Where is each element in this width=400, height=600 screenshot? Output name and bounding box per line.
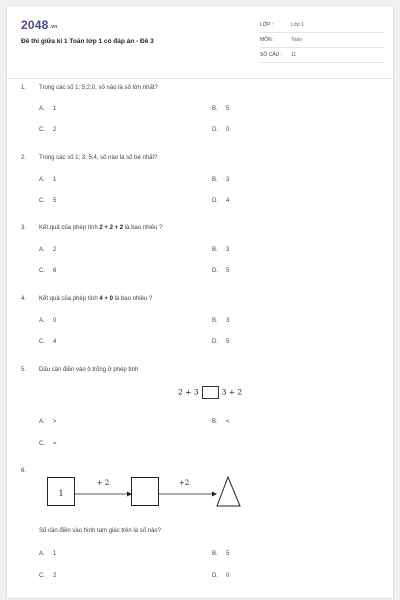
start-number: 1 — [58, 489, 64, 498]
option-d[interactable] — [212, 268, 229, 274]
option-value: 6 — [53, 268, 57, 274]
meta-key: LỚP : — [260, 22, 274, 28]
option-letter: B. — [212, 177, 218, 183]
option-letter: C. — [39, 573, 45, 579]
question-text-before: Kết quả của phép tính — [39, 296, 100, 302]
comparison-expression — [178, 386, 242, 399]
option-letter: A. — [39, 318, 45, 324]
option-letter: A. — [39, 177, 45, 183]
question-expression: 2 + 2 + 2 — [99, 225, 124, 231]
exam-meta — [260, 18, 385, 63]
option-value: 0 — [226, 573, 230, 579]
logo-text: 2048 — [21, 18, 49, 32]
option-value: 2 — [53, 247, 57, 253]
option-value: 5 — [226, 106, 230, 112]
option-value: 2 — [53, 127, 57, 133]
option-letter: B. — [212, 551, 218, 557]
option-letter: A. — [39, 419, 45, 425]
expression-left: 2 + 3 — [178, 387, 199, 397]
option-d[interactable] — [212, 339, 229, 345]
option-b[interactable] — [212, 419, 230, 425]
expression-right: 3 + 2 — [221, 387, 243, 397]
middle-box — [132, 478, 159, 506]
option-value: 0 — [226, 127, 230, 133]
option-value: < — [226, 419, 230, 425]
question-text-before: Kết quả của phép tính — [39, 225, 100, 231]
option-value: 3 — [226, 318, 230, 324]
option-a[interactable] — [39, 551, 56, 557]
step-1-label: + 2 — [96, 479, 110, 487]
option-letter: A. — [39, 551, 45, 557]
option-letter: A. — [39, 106, 45, 112]
question-text-after: là bao nhiêu ? — [112, 296, 153, 302]
question-text: Trong các số 1; 3; 5;4, số nào là số bé nhất? — [39, 155, 158, 161]
question-number: 2. — [21, 155, 27, 161]
option-value: 5 — [226, 551, 230, 557]
option-value: 5 — [53, 198, 57, 204]
question-text: Số cần điền vào hình tam giác trên là số nào? — [39, 528, 162, 534]
question-text-after: là bao nhiêu ? — [123, 225, 163, 231]
option-letter: D. — [212, 268, 218, 274]
option-letter: C. — [39, 441, 45, 447]
exam-header — [21, 18, 383, 70]
option-letter: B. — [212, 318, 218, 324]
option-letter: C. — [39, 268, 45, 274]
option-b[interactable] — [212, 551, 229, 557]
step-2-label: +2 — [178, 479, 190, 487]
option-d[interactable] — [212, 573, 229, 579]
option-value: 4 — [53, 339, 57, 345]
option-value: > — [53, 419, 57, 425]
option-c[interactable] — [39, 441, 57, 447]
question-text: Trong các số 1; 5;2;0, số nào là số lớn nhất? — [39, 85, 158, 91]
question-number: 3. — [21, 225, 27, 231]
option-b[interactable] — [212, 318, 229, 324]
option-d[interactable] — [212, 127, 229, 133]
option-letter: D. — [212, 198, 218, 204]
header-divider — [7, 78, 393, 79]
option-letter: D. — [212, 127, 218, 133]
option-letter: D. — [212, 573, 218, 579]
option-letter: C. — [39, 127, 45, 133]
meta-key: MÔN : — [260, 37, 275, 43]
meta-row-count — [260, 48, 385, 63]
option-a[interactable] — [39, 419, 57, 425]
option-value: 1 — [53, 177, 57, 183]
exam-page — [6, 5, 394, 599]
question-number: 1. — [21, 85, 27, 91]
answer-triangle — [217, 477, 240, 506]
option-c[interactable] — [39, 268, 56, 274]
number-chain-diagram — [47, 472, 247, 512]
question-text — [39, 296, 152, 302]
option-b[interactable] — [212, 106, 229, 112]
option-b[interactable] — [212, 247, 229, 253]
question-number: 6. — [21, 468, 27, 474]
option-c[interactable] — [39, 127, 56, 133]
option-value: = — [53, 441, 57, 447]
option-value: 3 — [226, 177, 230, 183]
option-value: 5 — [226, 339, 230, 345]
option-letter: C. — [39, 339, 45, 345]
option-value: 1 — [53, 551, 57, 557]
logo-suffix: .vn — [49, 24, 58, 30]
question-number: 4. — [21, 296, 27, 302]
question-text — [39, 225, 162, 231]
meta-row-class — [260, 18, 385, 33]
option-letter: D. — [212, 339, 218, 345]
question-number: 5. — [21, 367, 27, 373]
option-c[interactable] — [39, 198, 56, 204]
option-value: 3 — [226, 247, 230, 253]
option-a[interactable] — [39, 106, 56, 112]
option-b[interactable] — [212, 177, 229, 183]
option-value: 4 — [226, 198, 230, 204]
option-value: 0 — [53, 318, 57, 324]
option-letter: B. — [212, 419, 218, 425]
option-letter: B. — [212, 106, 218, 112]
meta-row-subject — [260, 33, 385, 48]
option-value: 1 — [53, 106, 57, 112]
option-a[interactable] — [39, 318, 56, 324]
meta-value: 11 — [291, 52, 297, 58]
option-value: 2 — [53, 573, 57, 579]
option-letter: B. — [212, 247, 218, 253]
site-logo[interactable] — [21, 18, 57, 32]
arrowhead-2 — [212, 492, 217, 497]
option-value: 5 — [226, 268, 230, 274]
option-c[interactable] — [39, 573, 56, 579]
answer-blank-box — [202, 386, 219, 399]
question-text: Dấu cần điền vào ô trống ở phép tính — [39, 367, 139, 373]
option-c[interactable] — [39, 339, 56, 345]
exam-title: Đề thi giữa kì 1 Toán lớp 1 có đáp án - Đề 3 — [21, 38, 154, 45]
meta-value: Lớp 1 — [291, 22, 305, 28]
option-a[interactable] — [39, 247, 56, 253]
option-letter: C. — [39, 198, 45, 204]
option-d[interactable] — [212, 198, 229, 204]
question-expression: 4 + 0 — [99, 296, 113, 302]
meta-value: Toán — [291, 37, 302, 43]
option-letter: A. — [39, 247, 45, 253]
meta-key: SỐ CÂU : — [260, 52, 282, 58]
option-a[interactable] — [39, 177, 56, 183]
